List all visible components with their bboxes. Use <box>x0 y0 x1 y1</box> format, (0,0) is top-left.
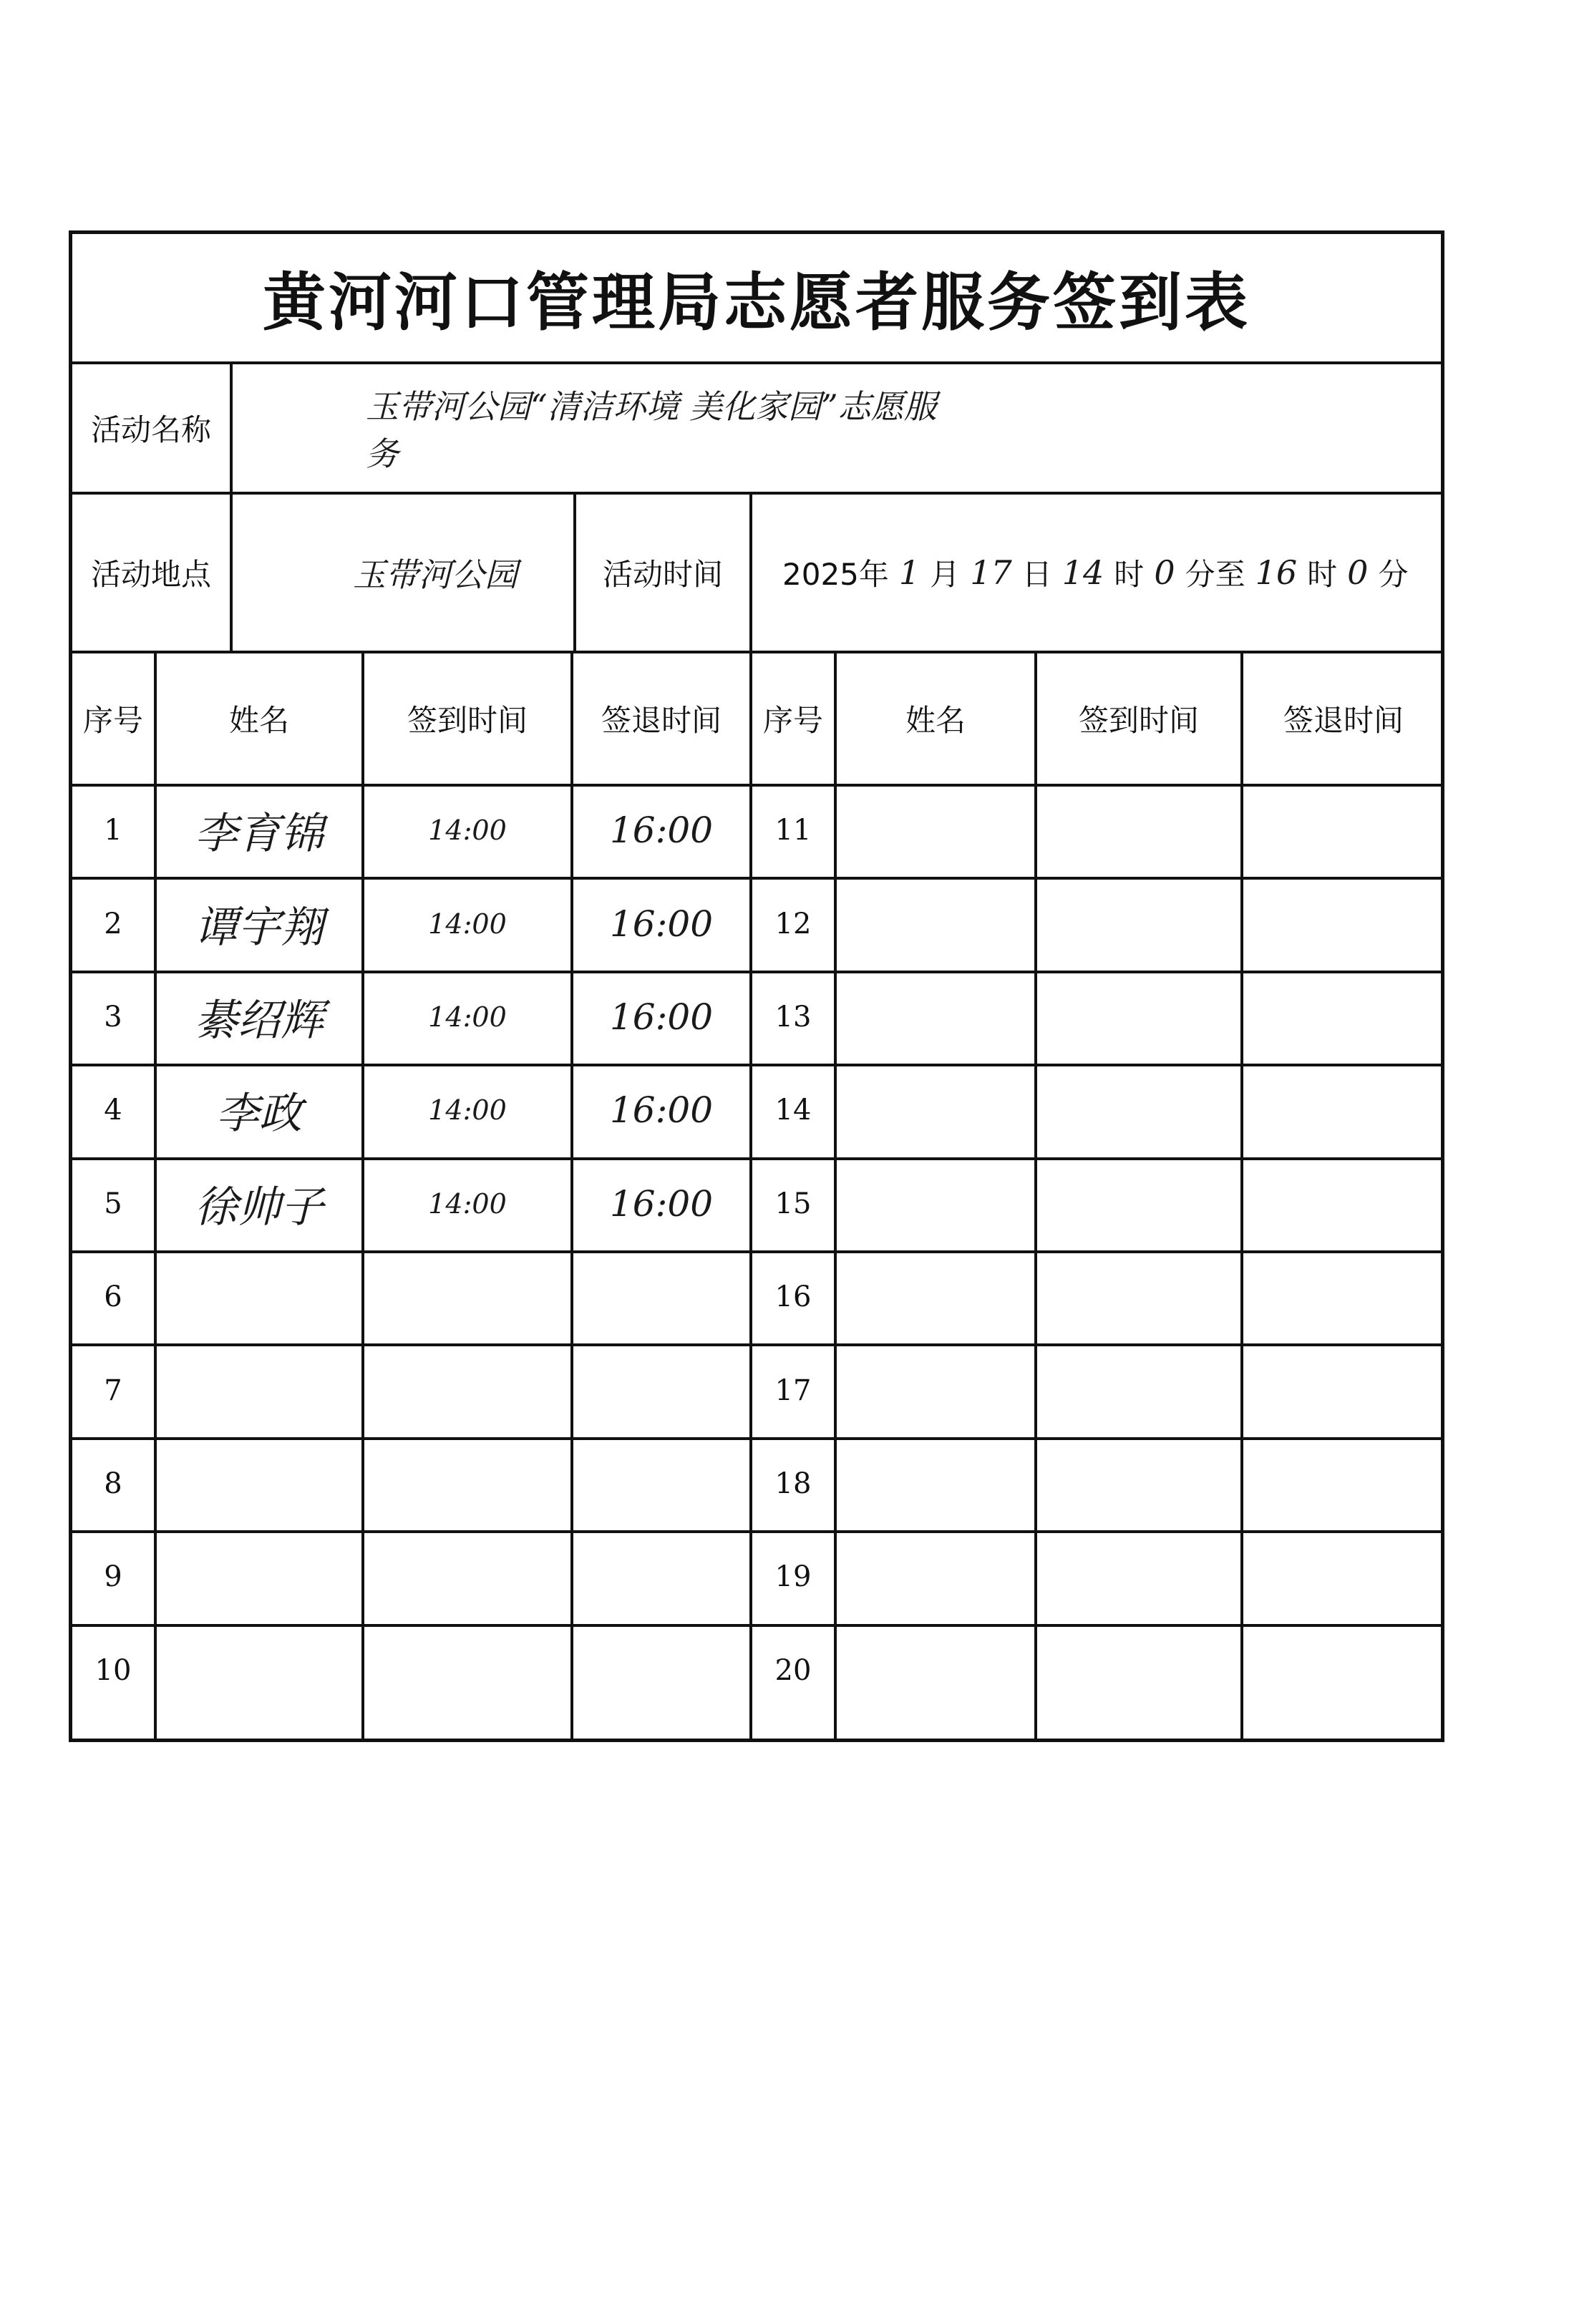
header-signin-right: 签到时间 <box>1078 703 1199 738</box>
activity-time-value <box>782 495 1408 651</box>
row-name-right <box>837 1437 1034 1530</box>
row-signin-left <box>364 1624 570 1717</box>
activity-place-value: 玉带河公园 <box>353 555 518 594</box>
header-name-right: 姓名 <box>905 703 966 738</box>
row-signin-left <box>364 1343 570 1436</box>
divider <box>361 653 364 1739</box>
min-unit: 分 <box>1378 557 1409 592</box>
hour-unit-2: 时 <box>1307 557 1338 592</box>
row-signout-right <box>1243 1064 1444 1157</box>
start-min-value: 0 <box>1154 553 1175 592</box>
row-signout-right <box>1243 1250 1444 1343</box>
header-seq-left: 序号 <box>82 703 143 738</box>
row-seq-right: 12 <box>774 907 812 940</box>
row-seq-left: 10 <box>94 1653 132 1687</box>
row-name-left: 李政 <box>216 1089 302 1139</box>
activity-name-value: 玉带河公园“清洁环境 美化家园”志愿服务 <box>366 387 937 473</box>
row-signout-right <box>1243 1343 1444 1436</box>
row-name-right <box>837 971 1034 1064</box>
row-signout-right <box>1243 784 1444 877</box>
row-signout-left <box>573 1343 749 1436</box>
row-signout-right <box>1243 1530 1444 1623</box>
divider <box>154 653 157 1739</box>
month-value: 1 <box>898 553 920 592</box>
row-seq-right: 19 <box>774 1560 812 1594</box>
row-seq-right: 11 <box>774 814 812 847</box>
row-signin-left <box>364 1437 570 1530</box>
row-signin-right <box>1037 1064 1240 1157</box>
header-seq-right: 序号 <box>762 703 823 738</box>
row-name-left: 綦绍辉 <box>195 995 324 1046</box>
divider <box>1240 653 1243 1739</box>
row-name-left: 李育锦 <box>195 809 324 860</box>
divider <box>1034 653 1037 1739</box>
row-signout-left: 16:00 <box>609 1182 714 1225</box>
row-seq-left: 7 <box>104 1374 122 1407</box>
divider <box>570 653 573 1739</box>
row-seq-left: 1 <box>104 814 122 847</box>
row-signin-left: 14:00 <box>428 1001 507 1033</box>
row-seq-left: 9 <box>104 1560 122 1594</box>
end-hour-value: 16 <box>1255 553 1298 592</box>
row-name-left <box>157 1530 361 1623</box>
row-seq-right: 17 <box>774 1374 812 1407</box>
row-signin-right <box>1037 971 1240 1064</box>
row-name-left: 谭宇翔 <box>195 902 324 953</box>
header-signin-left: 签到时间 <box>407 703 528 738</box>
row-signout-left: 16:00 <box>609 903 714 945</box>
header-signout-right: 签退时间 <box>1283 703 1404 738</box>
sign-in-sheet <box>69 230 1444 1742</box>
day-unit: 日 <box>1021 557 1052 592</box>
row-seq-right: 15 <box>774 1187 812 1220</box>
row-signin-right <box>1037 877 1240 970</box>
row-name-right <box>837 1343 1034 1436</box>
row-signin-left: 14:00 <box>428 908 507 940</box>
row-name-left <box>157 1250 361 1343</box>
row-name-right <box>837 877 1034 970</box>
divider <box>749 495 752 651</box>
row-signin-right <box>1037 1343 1240 1436</box>
row-seq-right: 18 <box>774 1467 812 1500</box>
start-hour-value: 14 <box>1062 553 1104 592</box>
divider <box>834 653 837 1739</box>
row-signout-left <box>573 1250 749 1343</box>
row-signout-left <box>573 1624 749 1717</box>
activity-name-label: 活动名称 <box>90 412 211 447</box>
end-min-value: 0 <box>1347 553 1369 592</box>
sheet-title: 黄河河口管理局志愿者服务签到表 <box>72 234 1441 364</box>
row-name-left: 徐帅子 <box>195 1182 324 1233</box>
row-seq-right: 13 <box>774 1000 812 1034</box>
row-name-left <box>157 1343 361 1436</box>
row-signin-right <box>1037 1157 1240 1250</box>
row-signout-left <box>573 1437 749 1530</box>
row-signout-left: 16:00 <box>609 1089 714 1132</box>
day-value: 17 <box>970 553 1012 592</box>
row-seq-right: 20 <box>774 1653 812 1687</box>
row-seq-right: 14 <box>774 1094 812 1127</box>
row-signin-right <box>1037 1437 1240 1530</box>
year-text: 2025年 <box>782 557 889 592</box>
row-name-left <box>157 1624 361 1717</box>
header-name-left: 姓名 <box>228 703 289 738</box>
row-signout-left: 16:00 <box>609 809 714 852</box>
row-signout-right <box>1243 1437 1444 1530</box>
header-signout-left: 签退时间 <box>601 703 722 738</box>
row-signout-right <box>1243 877 1444 970</box>
row-name-right <box>837 784 1034 877</box>
row-seq-left: 5 <box>104 1187 122 1220</box>
row-signin-left: 14:00 <box>428 815 507 847</box>
activity-time-label: 活动时间 <box>602 557 723 592</box>
row-signout-left: 16:00 <box>609 996 714 1038</box>
row-signout-right <box>1243 971 1444 1064</box>
divider <box>230 364 233 492</box>
row-signin-left <box>364 1250 570 1343</box>
row-seq-right: 16 <box>774 1280 812 1314</box>
row-seq-left: 4 <box>104 1094 122 1127</box>
row-name-right <box>837 1530 1034 1623</box>
row-signin-left <box>364 1530 570 1623</box>
activity-place-label: 活动地点 <box>90 557 211 592</box>
row-signin-right <box>1037 1624 1240 1717</box>
row-signin-left: 14:00 <box>428 1187 507 1220</box>
row-name-right <box>837 1624 1034 1717</box>
row-signin-left: 14:00 <box>428 1094 507 1127</box>
row-signout-left <box>573 1530 749 1623</box>
row-name-right <box>837 1157 1034 1250</box>
row-signout-right <box>1243 1624 1444 1717</box>
divider <box>749 653 752 1739</box>
row-seq-left: 3 <box>104 1000 122 1034</box>
row-seq-left: 2 <box>104 907 122 940</box>
row-seq-left: 8 <box>104 1467 122 1500</box>
min-to-unit: 分至 <box>1185 557 1245 592</box>
row-signout-right <box>1243 1157 1444 1250</box>
row-name-right <box>837 1250 1034 1343</box>
row-signin-right <box>1037 1250 1240 1343</box>
row-name-left <box>157 1437 361 1530</box>
row-name-right <box>837 1064 1034 1157</box>
row-signin-right <box>1037 1530 1240 1623</box>
hour-unit: 时 <box>1114 557 1145 592</box>
row-seq-left: 6 <box>104 1280 122 1314</box>
row-signin-right <box>1037 784 1240 877</box>
month-unit: 月 <box>930 557 961 592</box>
